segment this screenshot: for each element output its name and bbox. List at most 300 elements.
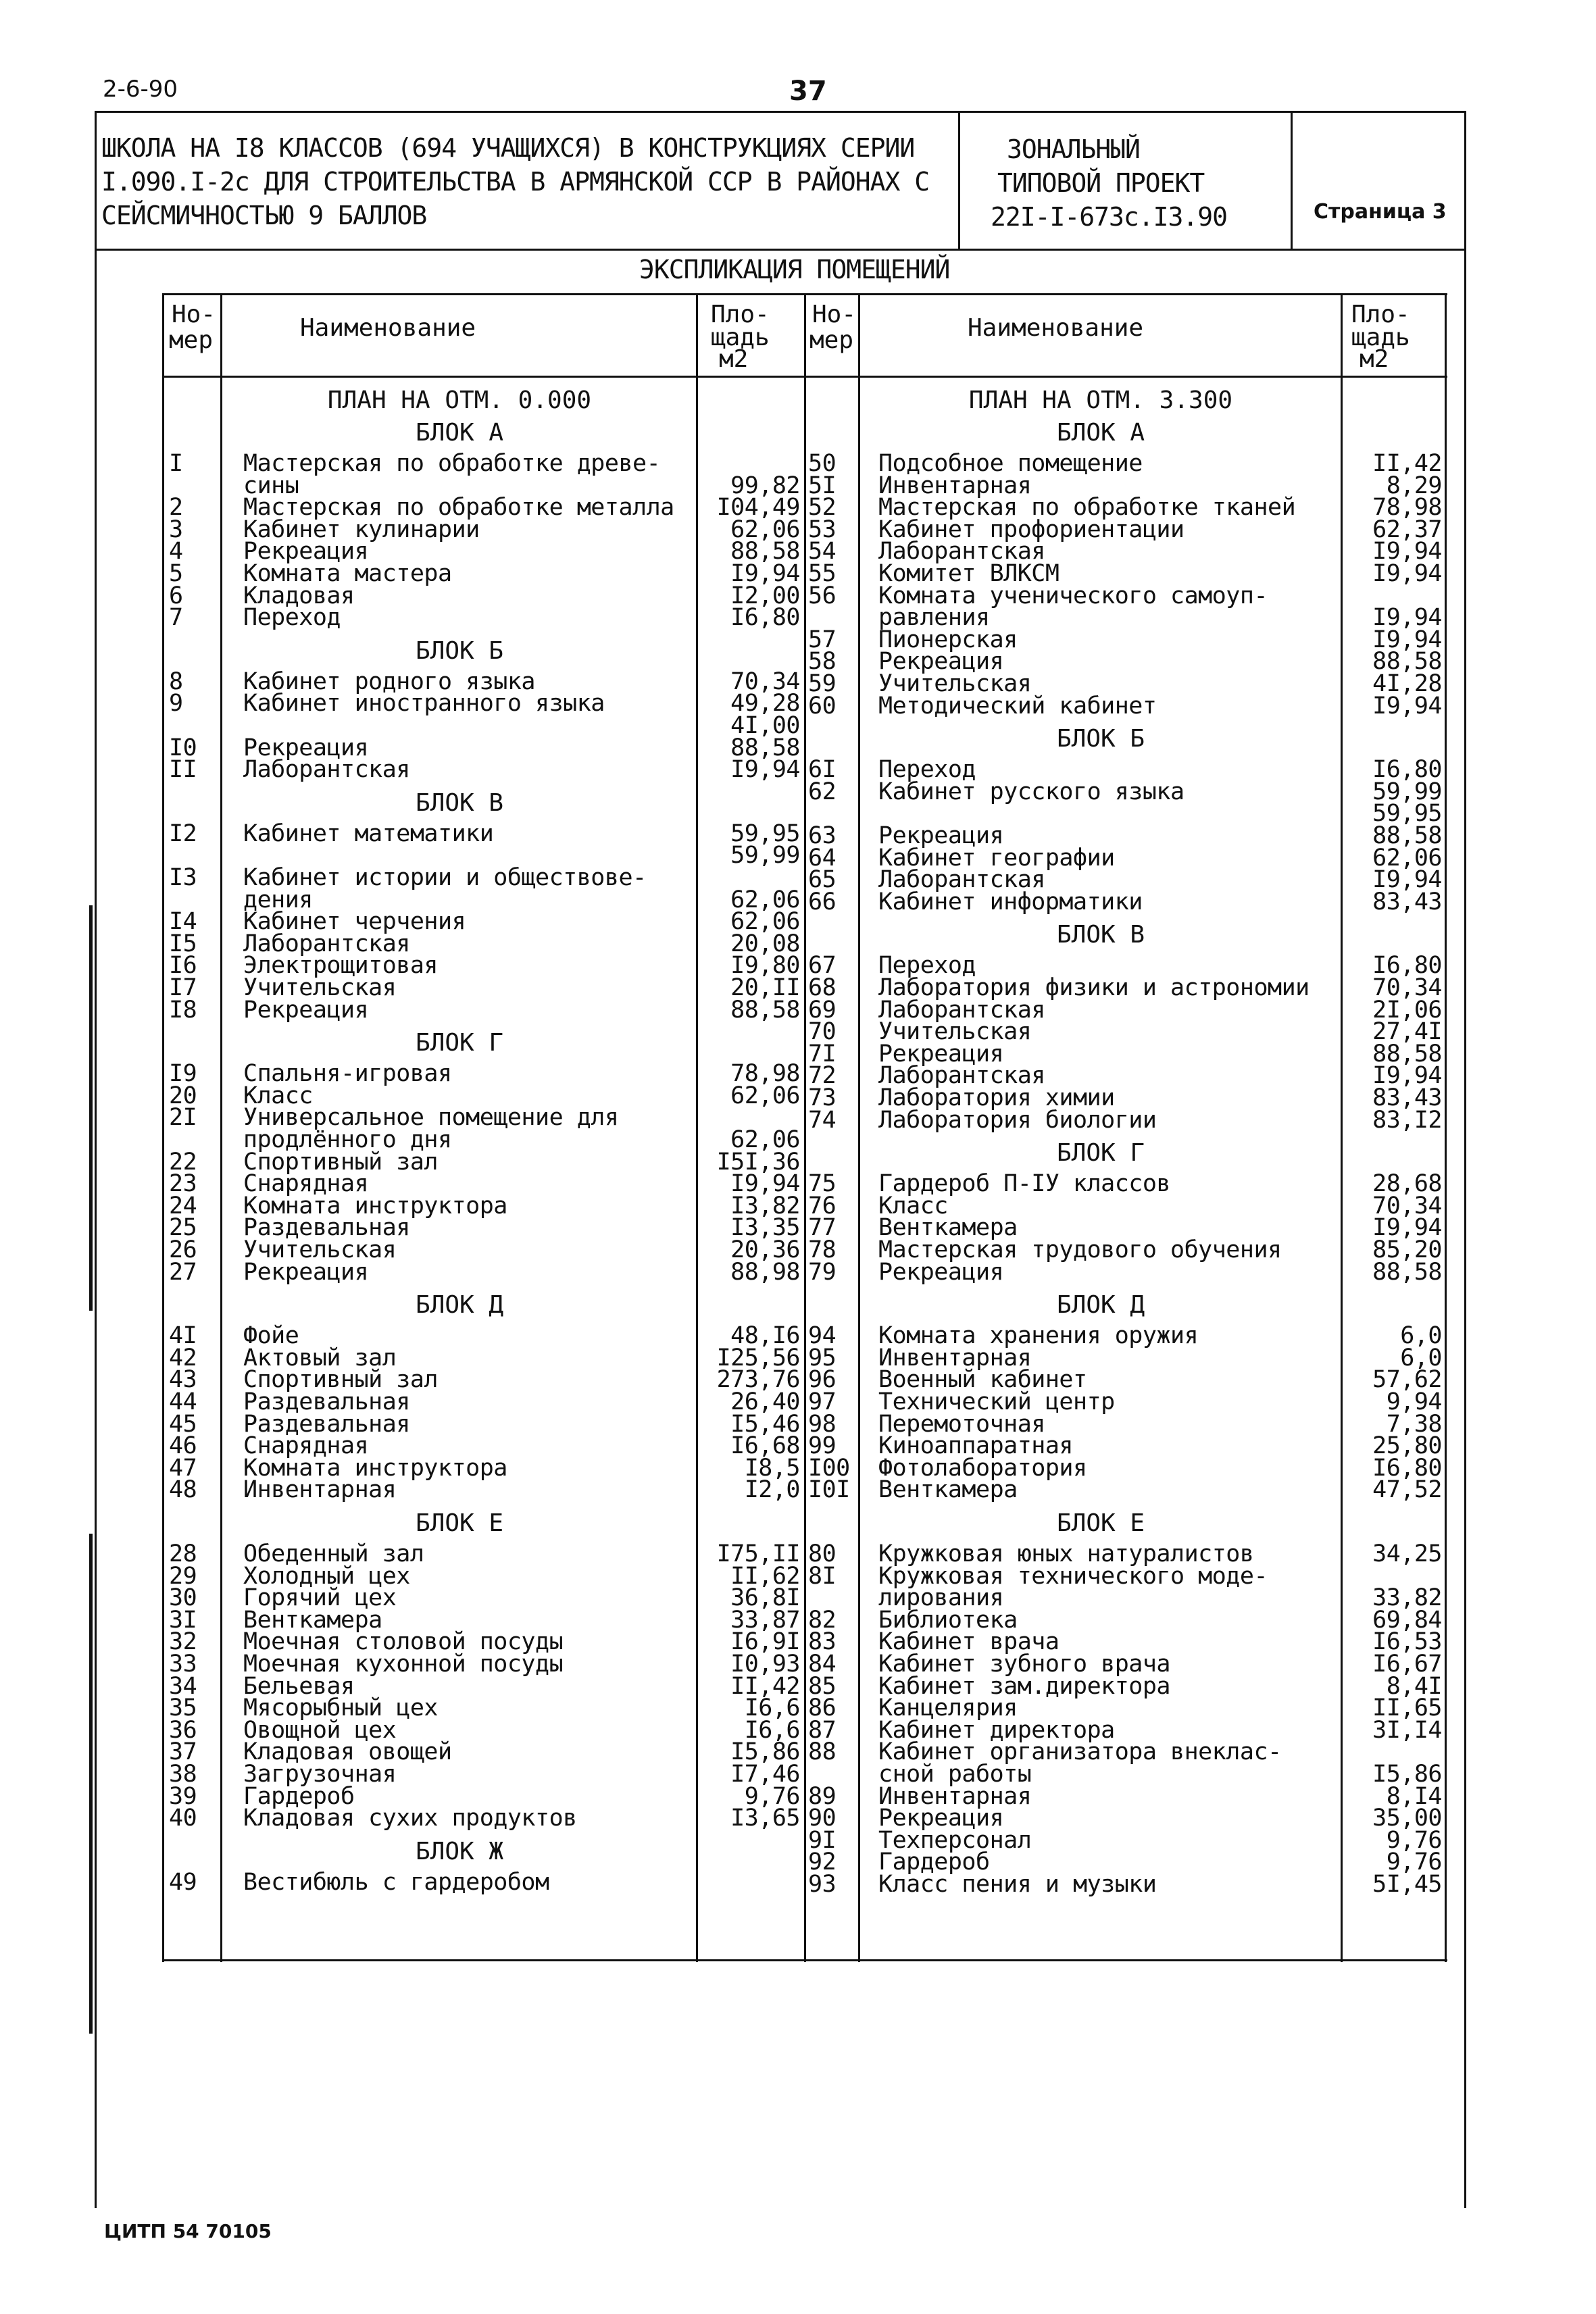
room-area: 70,34 [1372, 1192, 1442, 1219]
room-area: 8,4I [1386, 1672, 1442, 1700]
room-name: Рекреация [878, 648, 1004, 676]
hdr-name-left: Наименование [300, 314, 476, 342]
room-area: II,42 [730, 1672, 800, 1700]
room-area: I2,0 [744, 1476, 800, 1504]
room-area: 7,38 [1386, 1410, 1442, 1438]
room-number: 66 [808, 888, 837, 915]
hdr-area-left-2: щадь [711, 324, 770, 351]
section-heading: БЛОК Е [1056, 1509, 1145, 1537]
margin-mark-1 [89, 905, 93, 1311]
project-line-3: 22I-I-673с.I3.90 [991, 202, 1228, 232]
room-area: 99,82 [730, 472, 800, 499]
room-number: 68 [808, 974, 837, 1001]
room-name: Мастерская по обработке тканей [878, 494, 1296, 522]
room-number: 6 [169, 582, 183, 609]
room-name: Мастерская по обработке металла [243, 494, 674, 522]
room-name: Лаборантская [878, 538, 1045, 565]
room-area: I9,94 [1372, 1214, 1442, 1242]
room-number: 79 [808, 1258, 837, 1286]
room-name: Гардероб [243, 1782, 355, 1810]
room-area: I5,86 [730, 1738, 800, 1766]
room-number: 49 [169, 1868, 197, 1896]
title-block-bottom [95, 249, 1466, 251]
room-number: 99 [808, 1432, 837, 1460]
room-number: 53 [808, 515, 837, 543]
room-name: Лаборатория физики и астрономии [878, 974, 1310, 1001]
room-area: I9,94 [1372, 604, 1442, 632]
room-area: 70,34 [730, 668, 800, 695]
room-number: 58 [808, 648, 837, 676]
room-number: 52 [808, 494, 837, 522]
room-number: 47 [169, 1454, 197, 1482]
sheet-label: Страница 3 [1314, 200, 1447, 224]
room-area: I6,6 [744, 1716, 800, 1744]
room-name: Инвентарная [878, 472, 1032, 499]
room-area: 78,98 [730, 1060, 800, 1088]
room-area: I8,5 [744, 1454, 800, 1482]
room-area: 62,06 [1372, 844, 1442, 872]
room-area: 9,76 [1386, 1826, 1442, 1854]
room-area: 88,58 [730, 996, 800, 1024]
room-name: Снарядная [243, 1432, 369, 1460]
room-name: Кабинет русского языка [878, 778, 1184, 805]
room-name: Инвентарная [878, 1344, 1032, 1372]
room-number: I [169, 450, 183, 477]
room-name: Пионерская [878, 626, 1018, 653]
room-number: I0I [808, 1476, 850, 1504]
room-number: 76 [808, 1192, 837, 1219]
room-number: 23 [169, 1170, 197, 1198]
room-area: II,65 [1372, 1694, 1442, 1722]
room-number: 80 [808, 1540, 837, 1567]
room-name: Спальня-игровая [243, 1060, 452, 1088]
room-name: Комната инструктора [243, 1192, 507, 1219]
room-area: 48,I6 [730, 1322, 800, 1350]
room-area: 36,8I [730, 1584, 800, 1612]
room-area: I5,46 [730, 1410, 800, 1438]
room-area: 49,28 [730, 690, 800, 718]
room-number: 46 [169, 1432, 197, 1460]
room-number: 33 [169, 1651, 197, 1678]
room-number: 55 [808, 560, 837, 587]
room-name: Рекреация [243, 996, 369, 1024]
room-name: Инвентарная [878, 1782, 1032, 1810]
room-number: 40 [169, 1805, 197, 1832]
room-name: дения [243, 886, 313, 913]
room-number: 6I [808, 756, 837, 784]
room-number: I6 [169, 952, 197, 980]
room-name: Кабинет врача [878, 1628, 1059, 1656]
margin-mark-2 [89, 1534, 93, 2034]
room-name: сной работы [878, 1761, 1032, 1788]
room-number: 82 [808, 1606, 837, 1634]
room-area: 26,40 [730, 1388, 800, 1415]
room-area: 85,20 [1372, 1236, 1442, 1263]
room-area: I6,9I [730, 1628, 800, 1656]
room-number: 30 [169, 1584, 197, 1612]
section-heading: БЛОК Г [1056, 1139, 1145, 1167]
room-name: Комната инструктора [243, 1454, 507, 1482]
room-area: I9,94 [1372, 538, 1442, 565]
room-number: 36 [169, 1716, 197, 1744]
col-line-4 [804, 293, 806, 1962]
title-block-left [95, 111, 97, 251]
room-number: 73 [808, 1084, 837, 1111]
room-number: 4 [169, 538, 183, 565]
room-name: Загрузочная [243, 1761, 397, 1788]
room-number: 7 [169, 604, 183, 632]
room-area: II,42 [1372, 450, 1442, 477]
room-number: I3 [169, 864, 197, 891]
room-area: I9,94 [1372, 866, 1442, 894]
room-name: Венткамера [243, 1606, 382, 1634]
room-area: 9,76 [744, 1782, 800, 1810]
room-name: Лаборантская [878, 1062, 1045, 1090]
room-area: 33,82 [1372, 1584, 1442, 1612]
room-name: Лаборантская [243, 930, 410, 957]
room-name: Универсальное помещение для [243, 1104, 619, 1132]
col-line-3 [696, 293, 698, 1962]
room-area: I9,94 [1372, 626, 1442, 653]
room-number: 78 [808, 1236, 837, 1263]
room-area: 88,58 [1372, 1258, 1442, 1286]
room-number: 34 [169, 1672, 197, 1700]
col-line-5 [858, 293, 860, 1962]
room-number: 24 [169, 1192, 197, 1219]
room-area: 59,95 [1372, 800, 1442, 828]
room-number: 48 [169, 1476, 197, 1504]
footer-code: ЦИТП 54 70105 [104, 2220, 272, 2242]
section-heading: БЛОК Д [1056, 1291, 1145, 1319]
room-name: Кабинет истории и обществове- [243, 864, 647, 891]
room-name: Технический центр [878, 1388, 1115, 1415]
room-name: Фотолаборатория [878, 1454, 1087, 1482]
hdr-num-right-2: мер [809, 326, 854, 354]
room-name: Кладовая сухих продуктов [243, 1805, 577, 1832]
room-name: Актовый зал [243, 1344, 397, 1372]
room-area: 2I,06 [1372, 996, 1442, 1024]
room-name: Комната хранения оружия [878, 1322, 1199, 1350]
page-frame-left [95, 249, 97, 2208]
room-area: 78,98 [1372, 494, 1442, 522]
room-name: Спортивный зал [243, 1366, 439, 1394]
room-name: Кладовая [243, 582, 355, 609]
room-area: 20,II [730, 974, 800, 1001]
room-number: II [169, 756, 197, 784]
room-area: 34,25 [1372, 1540, 1442, 1567]
room-area: I75,II [716, 1540, 800, 1567]
hdr-area-right-1: Пло- [1351, 301, 1410, 328]
room-area: 27,4I [1372, 1018, 1442, 1046]
room-number: 86 [808, 1694, 837, 1722]
room-name: Мастерская трудового обучения [878, 1236, 1282, 1263]
col-line-6 [1341, 293, 1343, 1962]
section-heading: БЛОК В [1056, 921, 1145, 949]
room-area: I9,94 [1372, 1062, 1442, 1090]
room-number: 88 [808, 1738, 837, 1766]
room-area: 5I,45 [1372, 1871, 1442, 1898]
room-number: 20 [169, 1082, 197, 1109]
room-number: I00 [808, 1454, 850, 1482]
room-number: I8 [169, 996, 197, 1024]
room-area: 8,29 [1386, 472, 1442, 499]
doc-code: 2-6-90 [103, 76, 178, 103]
room-name: Кружковая юных натуралистов [878, 1540, 1254, 1567]
room-area: 88,98 [730, 1258, 800, 1286]
room-number: 28 [169, 1540, 197, 1567]
room-name: Кабинет директора [878, 1716, 1115, 1744]
room-name: сины [243, 472, 299, 499]
title-line-2: I.090.I-2с ДЛЯ СТРОИТЕЛЬСТВА В АРМЯНСКОЙ ССР В РАЙОНАХ С [101, 167, 930, 197]
room-name: Инвентарная [243, 1476, 397, 1504]
section-heading: БЛОК Б [415, 636, 504, 665]
room-number: 37 [169, 1738, 197, 1766]
room-name: Класс пения и музыки [878, 1871, 1157, 1898]
room-number: 3I [169, 1606, 197, 1634]
page-number: 37 [789, 76, 827, 107]
room-name: Спортивный зал [243, 1148, 439, 1176]
room-area: 62,06 [730, 886, 800, 913]
room-area: I0,93 [730, 1651, 800, 1678]
room-area: I5,86 [1372, 1761, 1442, 1788]
room-name: Кабинет зам.директора [878, 1672, 1171, 1700]
room-name: Класс [243, 1082, 313, 1109]
room-number: 95 [808, 1344, 837, 1372]
room-number: I2 [169, 820, 197, 847]
room-name: Кабинет математики [243, 820, 494, 847]
room-number: 70 [808, 1018, 837, 1046]
room-area: I3,35 [730, 1214, 800, 1242]
room-number: 56 [808, 582, 837, 609]
room-number: I4 [169, 908, 197, 936]
room-area: II,62 [730, 1562, 800, 1590]
section-heading: БЛОК Д [415, 1291, 504, 1319]
room-number: 75 [808, 1170, 837, 1198]
room-number: 54 [808, 538, 837, 565]
room-number: 85 [808, 1672, 837, 1700]
room-area: 20,08 [730, 930, 800, 957]
room-name: Раздевальная [243, 1410, 410, 1438]
room-name: Учительская [878, 1018, 1032, 1046]
room-name: Рекреация [243, 734, 369, 761]
room-number: I5 [169, 930, 197, 957]
room-area: 35,00 [1372, 1805, 1442, 1832]
room-number: 64 [808, 844, 837, 872]
room-name: Бельевая [243, 1672, 355, 1700]
hdr-area-right-2: щадь [1351, 324, 1410, 351]
room-number: 8 [169, 668, 183, 695]
room-name: Раздевальная [243, 1214, 410, 1242]
room-name: Учительская [243, 1236, 397, 1263]
section-heading: БЛОК Ж [415, 1837, 504, 1865]
room-number: 89 [808, 1782, 837, 1810]
room-area: I6,80 [1372, 756, 1442, 784]
room-area: I7,46 [730, 1761, 800, 1788]
room-number: 63 [808, 822, 837, 849]
title-block-top [95, 111, 1466, 113]
room-name: Кабинет организатора внеклас- [878, 1738, 1282, 1766]
room-area: I9,80 [730, 952, 800, 980]
room-area: 62,06 [730, 515, 800, 543]
room-name: Овощной цех [243, 1716, 397, 1744]
room-number: 50 [808, 450, 837, 477]
room-area: 62,37 [1372, 515, 1442, 543]
room-number: I7 [169, 974, 197, 1001]
room-number: 60 [808, 692, 837, 720]
room-name: Рекреация [243, 1258, 369, 1286]
section-heading: БЛОК Б [1056, 725, 1145, 753]
room-name: Переход [878, 952, 976, 980]
room-name: Лаборантская [878, 996, 1045, 1024]
room-area: I6,80 [1372, 1454, 1442, 1482]
room-number: 93 [808, 1871, 837, 1898]
section-heading: БЛОК В [415, 788, 504, 817]
col-line-7 [1445, 293, 1447, 1962]
room-number: 74 [808, 1106, 837, 1134]
room-number: 77 [808, 1214, 837, 1242]
room-number: I0 [169, 734, 197, 761]
room-name: лирования [878, 1584, 1004, 1612]
room-area: 6,0 [1400, 1344, 1442, 1372]
room-area: I6,80 [1372, 952, 1442, 980]
room-area: 70,34 [1372, 974, 1442, 1001]
hdr-area-right-3: м2 [1360, 345, 1389, 373]
plan-heading: ПЛАН НА ОТМ. 3.300 [968, 386, 1233, 414]
room-name: Кабинет информатики [878, 888, 1143, 915]
room-name: Кружковая технического моде- [878, 1562, 1268, 1590]
room-name: Методический кабинет [878, 692, 1157, 720]
room-number: 7I [808, 1040, 837, 1067]
room-number: 2I [169, 1104, 197, 1132]
room-name: Электрощитовая [243, 952, 439, 980]
room-number: 42 [169, 1344, 197, 1372]
room-number: 43 [169, 1366, 197, 1394]
room-number: 62 [808, 778, 837, 805]
room-name: Подсобное помещение [878, 450, 1143, 477]
page-frame-right [1464, 249, 1466, 2208]
room-name: Класс [878, 1192, 948, 1219]
col-line-1 [162, 293, 164, 1962]
room-name: Лаборантская [243, 756, 410, 784]
room-area: I9,94 [730, 1170, 800, 1198]
room-name: Киноаппаратная [878, 1432, 1074, 1460]
room-area: 62,06 [730, 908, 800, 936]
room-area: 83,43 [1372, 888, 1442, 915]
room-area: 59,99 [1372, 778, 1442, 805]
room-area: 59,99 [730, 842, 800, 870]
room-area: I04,49 [716, 494, 800, 522]
room-number: 3 [169, 515, 183, 543]
room-name: Кабинет иностранного языка [243, 690, 605, 718]
room-area: 25,80 [1372, 1432, 1442, 1460]
room-area: I6,67 [1372, 1651, 1442, 1678]
room-area: 47,52 [1372, 1476, 1442, 1504]
table-title: ЭКСПЛИКАЦИЯ ПОМЕЩЕНИЙ [639, 255, 950, 284]
room-number: 69 [808, 996, 837, 1024]
room-number: I9 [169, 1060, 197, 1088]
room-area: 9,94 [1386, 1388, 1442, 1415]
room-name: Моечная столовой посуды [243, 1628, 564, 1656]
room-name: Переход [243, 604, 341, 632]
room-name: Горячий цех [243, 1584, 397, 1612]
room-area: 33,87 [730, 1606, 800, 1634]
room-area: 88,58 [1372, 648, 1442, 676]
room-number: 9 [169, 690, 183, 718]
room-area: 62,06 [730, 1082, 800, 1109]
hdr-num-right-1: Но- [812, 301, 857, 328]
room-area: 3I,I4 [1372, 1716, 1442, 1744]
project-line-2: ТИПОВОЙ ПРОЕКТ [997, 168, 1205, 198]
room-name: Комитет ВЛКСМ [878, 560, 1059, 587]
room-number: 39 [169, 1782, 197, 1810]
room-number: 8I [808, 1562, 837, 1590]
room-area: 88,58 [730, 538, 800, 565]
room-name: Фойе [243, 1322, 299, 1350]
room-number: 25 [169, 1214, 197, 1242]
room-name: Кабинет черчения [243, 908, 466, 936]
room-area: I6,68 [730, 1432, 800, 1460]
room-name: Лаборантская [878, 866, 1045, 894]
section-heading: БЛОК А [415, 419, 504, 447]
section-heading: БЛОК А [1056, 419, 1145, 447]
room-name: Лаборатория биологии [878, 1106, 1157, 1134]
room-area: 6,0 [1400, 1322, 1442, 1350]
room-area: 59,95 [730, 820, 800, 847]
room-name: Учительская [243, 974, 397, 1001]
room-name: Лаборатория химии [878, 1084, 1115, 1111]
col-line-2 [220, 293, 222, 1962]
room-number: 59 [808, 670, 837, 697]
room-area: I9,94 [1372, 560, 1442, 587]
room-name: Венткамера [878, 1214, 1018, 1242]
room-area: 20,36 [730, 1236, 800, 1263]
room-number: 94 [808, 1322, 837, 1350]
section-heading: БЛОК Г [415, 1029, 504, 1057]
room-area: 69,84 [1372, 1606, 1442, 1634]
room-area: 8,I4 [1386, 1782, 1442, 1810]
hdr-area-left-3: м2 [719, 345, 749, 373]
room-name: Вестибюль с гардеробом [243, 1868, 549, 1896]
room-name: Венткамера [878, 1476, 1018, 1504]
room-name: Кабинет родного языка [243, 668, 536, 695]
room-name: Перемоточная [878, 1410, 1045, 1438]
room-name: Кабинет кулинарии [243, 515, 480, 543]
room-name: Мясорыбный цех [243, 1694, 439, 1722]
room-area: 83,I2 [1372, 1106, 1442, 1134]
room-name: Кабинет географии [878, 844, 1115, 872]
room-number: 72 [808, 1062, 837, 1090]
hdr-num-left-2: мер [169, 326, 214, 354]
room-name: Рекреация [878, 1258, 1004, 1286]
room-number: 98 [808, 1410, 837, 1438]
room-name: Комната мастера [243, 560, 452, 587]
room-name: Рекреация [243, 538, 369, 565]
room-number: 44 [169, 1388, 197, 1415]
room-number: 2 [169, 494, 183, 522]
room-area: 83,43 [1372, 1084, 1442, 1111]
room-number: 45 [169, 1410, 197, 1438]
room-area: I6,6 [744, 1694, 800, 1722]
room-area: 273,76 [716, 1366, 800, 1394]
room-area: 88,58 [1372, 822, 1442, 849]
room-area: 4I,00 [730, 712, 800, 739]
room-name: Раздевальная [243, 1388, 410, 1415]
room-area: 28,68 [1372, 1170, 1442, 1198]
room-area: I5I,36 [716, 1148, 800, 1176]
room-number: 67 [808, 952, 837, 980]
room-name: Комната ученического самоуп- [878, 582, 1268, 609]
room-number: 83 [808, 1628, 837, 1656]
